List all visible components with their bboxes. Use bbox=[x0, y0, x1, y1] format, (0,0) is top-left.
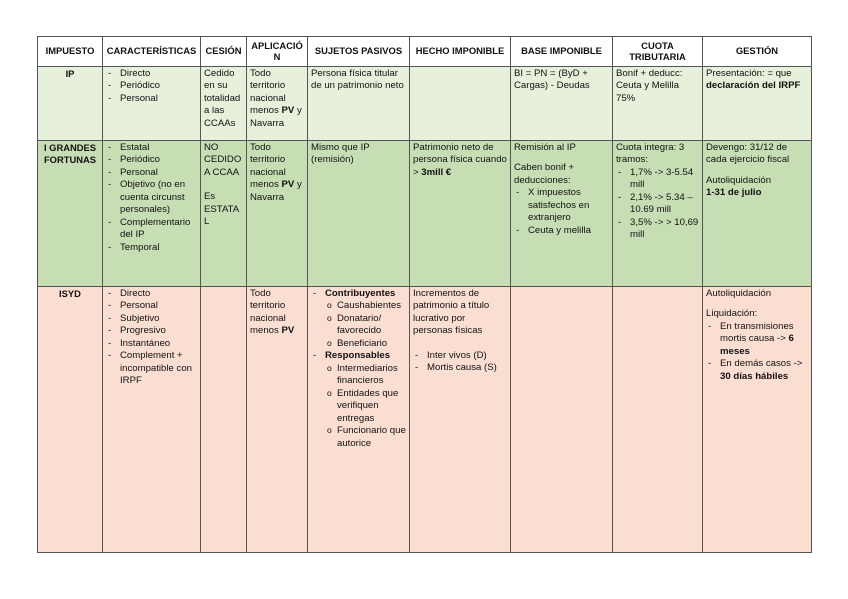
gf-caracteristicas bbox=[103, 141, 201, 287]
isyd-gestion-liquidacion: Liquidación: bbox=[706, 308, 758, 320]
list-item: - Periódico bbox=[106, 154, 197, 166]
gf-sujetos: Mismo que IP (remisión) bbox=[308, 141, 410, 287]
list-item: o Caushabientes bbox=[325, 300, 406, 312]
list-item: - Personal bbox=[106, 93, 197, 105]
gf-name: I GRANDES FORTUNAS bbox=[38, 141, 103, 287]
gf-hecho-bold: 3mill € bbox=[421, 166, 452, 178]
gf-gestion-plazo: 1-31 de julio bbox=[706, 187, 762, 199]
isyd-caracteristicas bbox=[103, 287, 201, 553]
list-item: - En demás casos -> 30 días hábiles bbox=[706, 358, 808, 383]
gf-cuota-intro: Cuota integra: 3 tramos: bbox=[616, 142, 685, 166]
gf-gestion bbox=[703, 141, 812, 287]
row-isyd bbox=[38, 287, 812, 553]
list-item: o Beneficiario bbox=[325, 338, 406, 350]
ip-aplicacion-navarra: y Navarra bbox=[250, 105, 302, 129]
list-item: - En transmisiones mortis causa -> 6 meses bbox=[706, 321, 808, 358]
gf-cesion-estatal: Es ESTATAL bbox=[204, 191, 240, 228]
isyd-hecho-intro: Incrementos de patrimonio a título lucrativo por personas físicas bbox=[413, 288, 490, 337]
gf-hecho-text: Patrimonio neto de persona física cuando > bbox=[413, 142, 507, 178]
header-caracteristicas: CARACTERÍSTICAS bbox=[103, 37, 201, 67]
list-item: - Directo bbox=[106, 288, 197, 300]
tax-summary-table bbox=[37, 36, 812, 553]
isyd-aplicacion-text: Todo territorio nacional menos bbox=[250, 288, 286, 337]
isyd-cesion bbox=[201, 287, 247, 553]
list-item: o Intermediarios financieros bbox=[325, 363, 406, 388]
isyd-gestion-autoliquidacion: Autoliquidación bbox=[706, 288, 772, 299]
gf-aplicacion-navarra: y Navarra bbox=[250, 179, 302, 203]
list-item: - 1,7% -> 3-5.54 mill bbox=[616, 167, 699, 192]
header-cesion: CESIÓN bbox=[201, 37, 247, 67]
list-item: - Instantáneo bbox=[106, 338, 197, 350]
list-item: - Progresivo bbox=[106, 325, 197, 337]
ip-aplicacion-text: Todo territorio nacional menos bbox=[250, 68, 286, 117]
list-item: - Mortis causa (S) bbox=[413, 362, 507, 374]
list-item: - Objetivo (no en cuenta circunst personales) bbox=[106, 179, 197, 216]
gf-aplicacion bbox=[247, 141, 308, 287]
ip-aplicacion-pv: PV bbox=[281, 105, 295, 117]
ip-gestion-bold: declaración del IRPF bbox=[706, 80, 801, 92]
ip-caracteristicas bbox=[103, 67, 201, 141]
gf-base-bonif: Caben bonif + deducciones: bbox=[514, 162, 575, 186]
list-item: - Responsables o Intermediarios financieros o Entidades que verifiquen entregas o Funcionario que autorice bbox=[311, 350, 406, 450]
ip-name: IP bbox=[38, 67, 103, 141]
gf-aplicacion-text: Todo territorio nacional menos bbox=[250, 142, 286, 191]
ip-cuota: Bonif + deducc: Ceuta y Melilla 75% bbox=[613, 67, 703, 141]
list-item: - Complementario del IP bbox=[106, 217, 197, 242]
list-item: - Temporal bbox=[106, 242, 197, 254]
list-item: - Complement + incompatible con IRPF bbox=[106, 350, 197, 387]
list-item: o Donatario/ favorecido bbox=[325, 313, 406, 338]
ip-base: BI = PN = (ByD + Cargas) - Deudas bbox=[511, 67, 613, 141]
header-sujetos-pasivos: SUJETOS PASIVOS bbox=[308, 37, 410, 67]
gf-cesion-no-cedido: NO CEDIDO A CCAA bbox=[204, 142, 242, 178]
gf-hecho bbox=[410, 141, 511, 287]
row-grandes-fortunas bbox=[38, 141, 812, 287]
list-item: o Funcionario que autorice bbox=[325, 425, 406, 450]
header-base-imponible: BASE IMPONIBLE bbox=[511, 37, 613, 67]
ip-aplicacion bbox=[247, 67, 308, 141]
gf-base bbox=[511, 141, 613, 287]
list-item: - Ceuta y melilla bbox=[514, 225, 609, 237]
ip-cesion: Cedido en su totalidad a las CCAAs bbox=[201, 67, 247, 141]
gf-gestion-autoliquidacion: Autoliquidación bbox=[706, 174, 772, 186]
gf-gestion-devengo: Devengo: 31/12 de cada ejercicio fiscal bbox=[706, 142, 790, 166]
isyd-cuota bbox=[613, 287, 703, 553]
gf-aplicacion-pv: PV bbox=[281, 179, 295, 191]
list-item: - Periódico bbox=[106, 80, 197, 92]
header-gestion: GESTIÓN bbox=[703, 37, 812, 67]
ip-gestion-text: Presentación: = que bbox=[706, 68, 792, 79]
list-item: o Entidades que verifiquen entregas bbox=[325, 388, 406, 425]
list-item: - Personal bbox=[106, 300, 197, 312]
ip-gestion bbox=[703, 67, 812, 141]
gf-cesion bbox=[201, 141, 247, 287]
list-item: - Personal bbox=[106, 167, 197, 179]
header-impuesto: IMPUESTO bbox=[38, 37, 103, 67]
ip-hecho bbox=[410, 67, 511, 141]
header-row bbox=[38, 37, 812, 67]
gf-base-remision: Remisión al IP bbox=[514, 142, 576, 153]
isyd-hecho bbox=[410, 287, 511, 553]
list-item: - Inter vivos (D) bbox=[413, 350, 507, 362]
isyd-name: ISYD bbox=[38, 287, 103, 553]
header-hecho-imponible: HECHO IMPONIBLE bbox=[410, 37, 511, 67]
isyd-aplicacion-pv: PV bbox=[281, 325, 295, 337]
row-ip bbox=[38, 67, 812, 141]
header-cuota-tributaria: CUOTA TRIBUTARIA bbox=[613, 37, 703, 67]
isyd-gestion bbox=[703, 287, 812, 553]
isyd-base bbox=[511, 287, 613, 553]
list-item: - 3,5% -> > 10,69 mill bbox=[616, 217, 699, 242]
isyd-sujetos bbox=[308, 287, 410, 553]
list-item: - Subjetivo bbox=[106, 313, 197, 325]
isyd-aplicacion bbox=[247, 287, 308, 553]
ip-sujetos: Persona física titular de un patrimonio neto bbox=[308, 67, 410, 141]
list-item: - Contribuyentes o Caushabientes o Donatario/ favorecido o Beneficiario bbox=[311, 288, 406, 350]
list-item: - Estatal bbox=[106, 142, 197, 154]
gf-cuota bbox=[613, 141, 703, 287]
list-item: - 2,1% -> 5.34 –10.69 mill bbox=[616, 192, 699, 217]
list-item: - Directo bbox=[106, 68, 197, 80]
list-item: - X impuestos satisfechos en extranjero bbox=[514, 187, 609, 224]
header-aplicacion: APLICACIÓN bbox=[247, 37, 308, 67]
